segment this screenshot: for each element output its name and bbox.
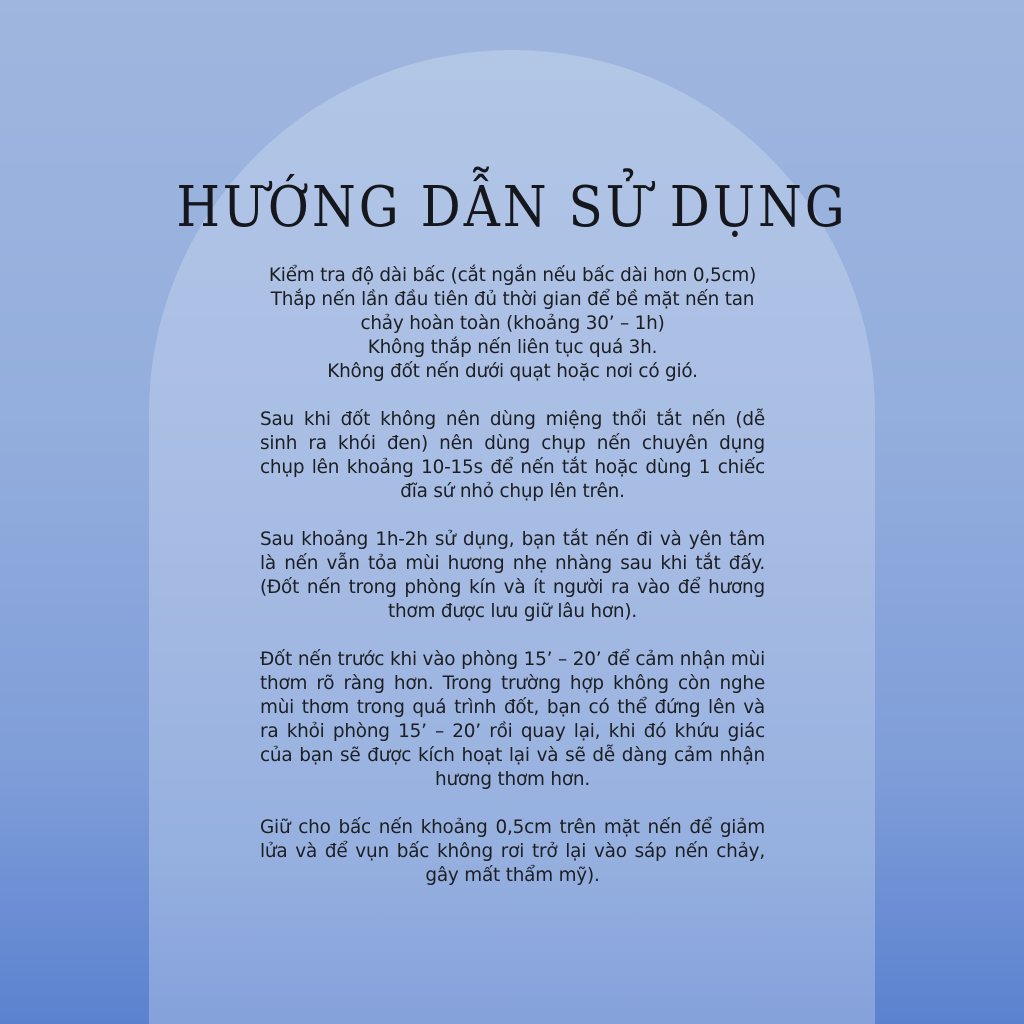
text-line: Không đốt nến dưới quạt hoặc nơi có gió. [327,361,698,382]
paragraph-scent-after: Sau khoảng 1h-2h sử dụng, bạn tắt nến đi và yên tâm là nến vẫn tỏa mùi hương nhẹ nhàng sau khi tắt đấy. (Đốt nến trong phòng kín và ít người ra vào để hương thơm được lưu giữ lâu hơn). [260,529,765,622]
paragraph-basic-rules [260,264,765,384]
text-line: chảy hoàn toàn (khoảng 30’ – 1h) [360,313,665,334]
paragraph-scent-tips: Đốt nến trước khi vào phòng 15’ – 20’ để cảm nhận mùi thơm rõ ràng hơn. Trong trường hợp không còn nghe mùi thơm trong quá trình đốt, bạn có thể đứng lên và ra khỏi phòng 15’ – 20’ rồi quay lại, khi đó khứu giác của bạn sẽ được kích hoạt lại và sẽ dễ dàng cảm nhận hương thơm hơn. [260,649,765,790]
text-line: Kiểm tra độ dài bấc (cắt ngắn nếu bấc dài hơn 0,5cm) [268,265,757,286]
page-title: HƯỚNG DẪN SỬ DỤNG [176,174,848,240]
text-line: Thắp nến lần đầu tiên đủ thời gian để bề mặt nến tan [270,289,755,310]
paragraph-extinguish: Sau khi đốt không nên dùng miệng thổi tắt nến (dễ sinh ra khói đen) nên dùng chụp nến chuyên dụng chụp lên khoảng 10-15s để nến tắt hoặc dùng 1 chiếc đĩa sứ nhỏ chụp lên trên. [260,409,765,502]
text-line: Không thắp nến liên tục quá 3h. [367,337,658,358]
paragraph-wick-care: Giữ cho bấc nến khoảng 0,5cm trên mặt nến để giảm lửa và để vụn bấc không rơi trở lại vào sáp nến chảy, gây mất thẩm mỹ). [260,817,765,886]
instructions-body [260,264,765,912]
